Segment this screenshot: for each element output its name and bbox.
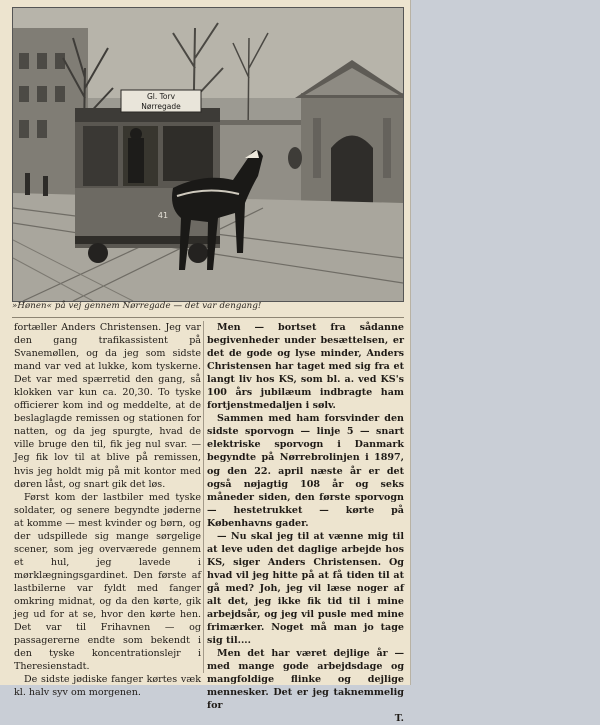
tram-number: 41 bbox=[157, 211, 169, 220]
left-paragraph-1: fortæller Anders Christensen. Jeg var den gang trafikassistent på Svanemøllen, og da jeg som sidste mand var ved at lukke, kom tyskerne. Det var med spærretid den gang, så klokken var kun ca. 20,30. To tyske officierer kom ind og meddelte, at de beslaglagde remissen og stationen for natten, og da jeg spurgte, hvad de ville bruge den til, fik jeg nul svar. — Jeg fik lov til at blive på remissen, hvis jeg holdt mig på mit kontor med døren låst, og snart gik det løs. bbox=[14, 322, 201, 490]
article-left-column bbox=[14, 321, 201, 699]
author-signature: T. bbox=[394, 713, 404, 725]
tram-sign-line1: Gl. Torv bbox=[146, 92, 176, 101]
article-right-column bbox=[207, 321, 404, 725]
tram-sign-line2: Nørregade bbox=[141, 102, 181, 111]
tram-photo bbox=[12, 7, 404, 302]
right-paragraph-3: — Nu skal jeg til at vænne mig til at leve uden det daglige arbejde hos KS, siger Anders Christensen. Og hvad vil jeg hitte på at få tiden til at gå med? Joh, jeg vil læse noger af alt det, jeg ikke fik tid til i mine arbejdsår, og jeg vil pusle med mine frimærker. Noget må man jo tage sig til.... bbox=[207, 530, 404, 647]
right-paragraph-2: Sammen med ham forsvinder den sidste sporvogn — linje 5 — snart elektriske sporvogn i Danmark begyndte på Nørrebrolinjen i 1897, og den 22. april næste år er det også nøjagtig 108 år og seks måneder siden, den første sporvogn — hestetrukket — kørte på Københavns gader. bbox=[207, 413, 404, 529]
caption-divider bbox=[12, 317, 404, 318]
left-paragraph-3: De sidste jødiske fanger kørtes væk kl. halv syv om morgenen. bbox=[14, 674, 201, 699]
right-paragraph-4: Men det har været dejlige år — med mange gode arbejdsdage og mangfoldige flinke og dejlige mennesker. Det er jeg taknemmelig for bbox=[207, 648, 404, 712]
left-paragraph-2: Først kom der lastbiler med tyske soldater, og senere begyndte jøderne at komme — mest kvinder og børn, og der udspillede sig mange sørgelige scener, som jeg overværede gennem et hul, jeg lavede i mørklægningsgardinet. Den første af lastbilerne var fyldt med fanger omkring midnat, og da den kørte, gik jeg ud for at se, hvor den kørte hen. Det var til Frihavnen — og passagererne endte som bekendt i den tyske koncentrationslejr i Theresienstadt. bbox=[14, 491, 201, 673]
photo-caption: »Hønen« på vej gennem Nørregade — det var dengang! bbox=[12, 301, 262, 311]
column-divider bbox=[203, 321, 204, 673]
right-paragraph-1: Men — bortset fra sådanne begivenheder under besættelsen, er det de gode og lyse minder, Anders Christensen har taget med sig fra et langt liv hos KS, som bl. a. ved KS's 100 års jubilæum indbragte ham fortjenstmedaljen i sølv. bbox=[207, 322, 404, 412]
